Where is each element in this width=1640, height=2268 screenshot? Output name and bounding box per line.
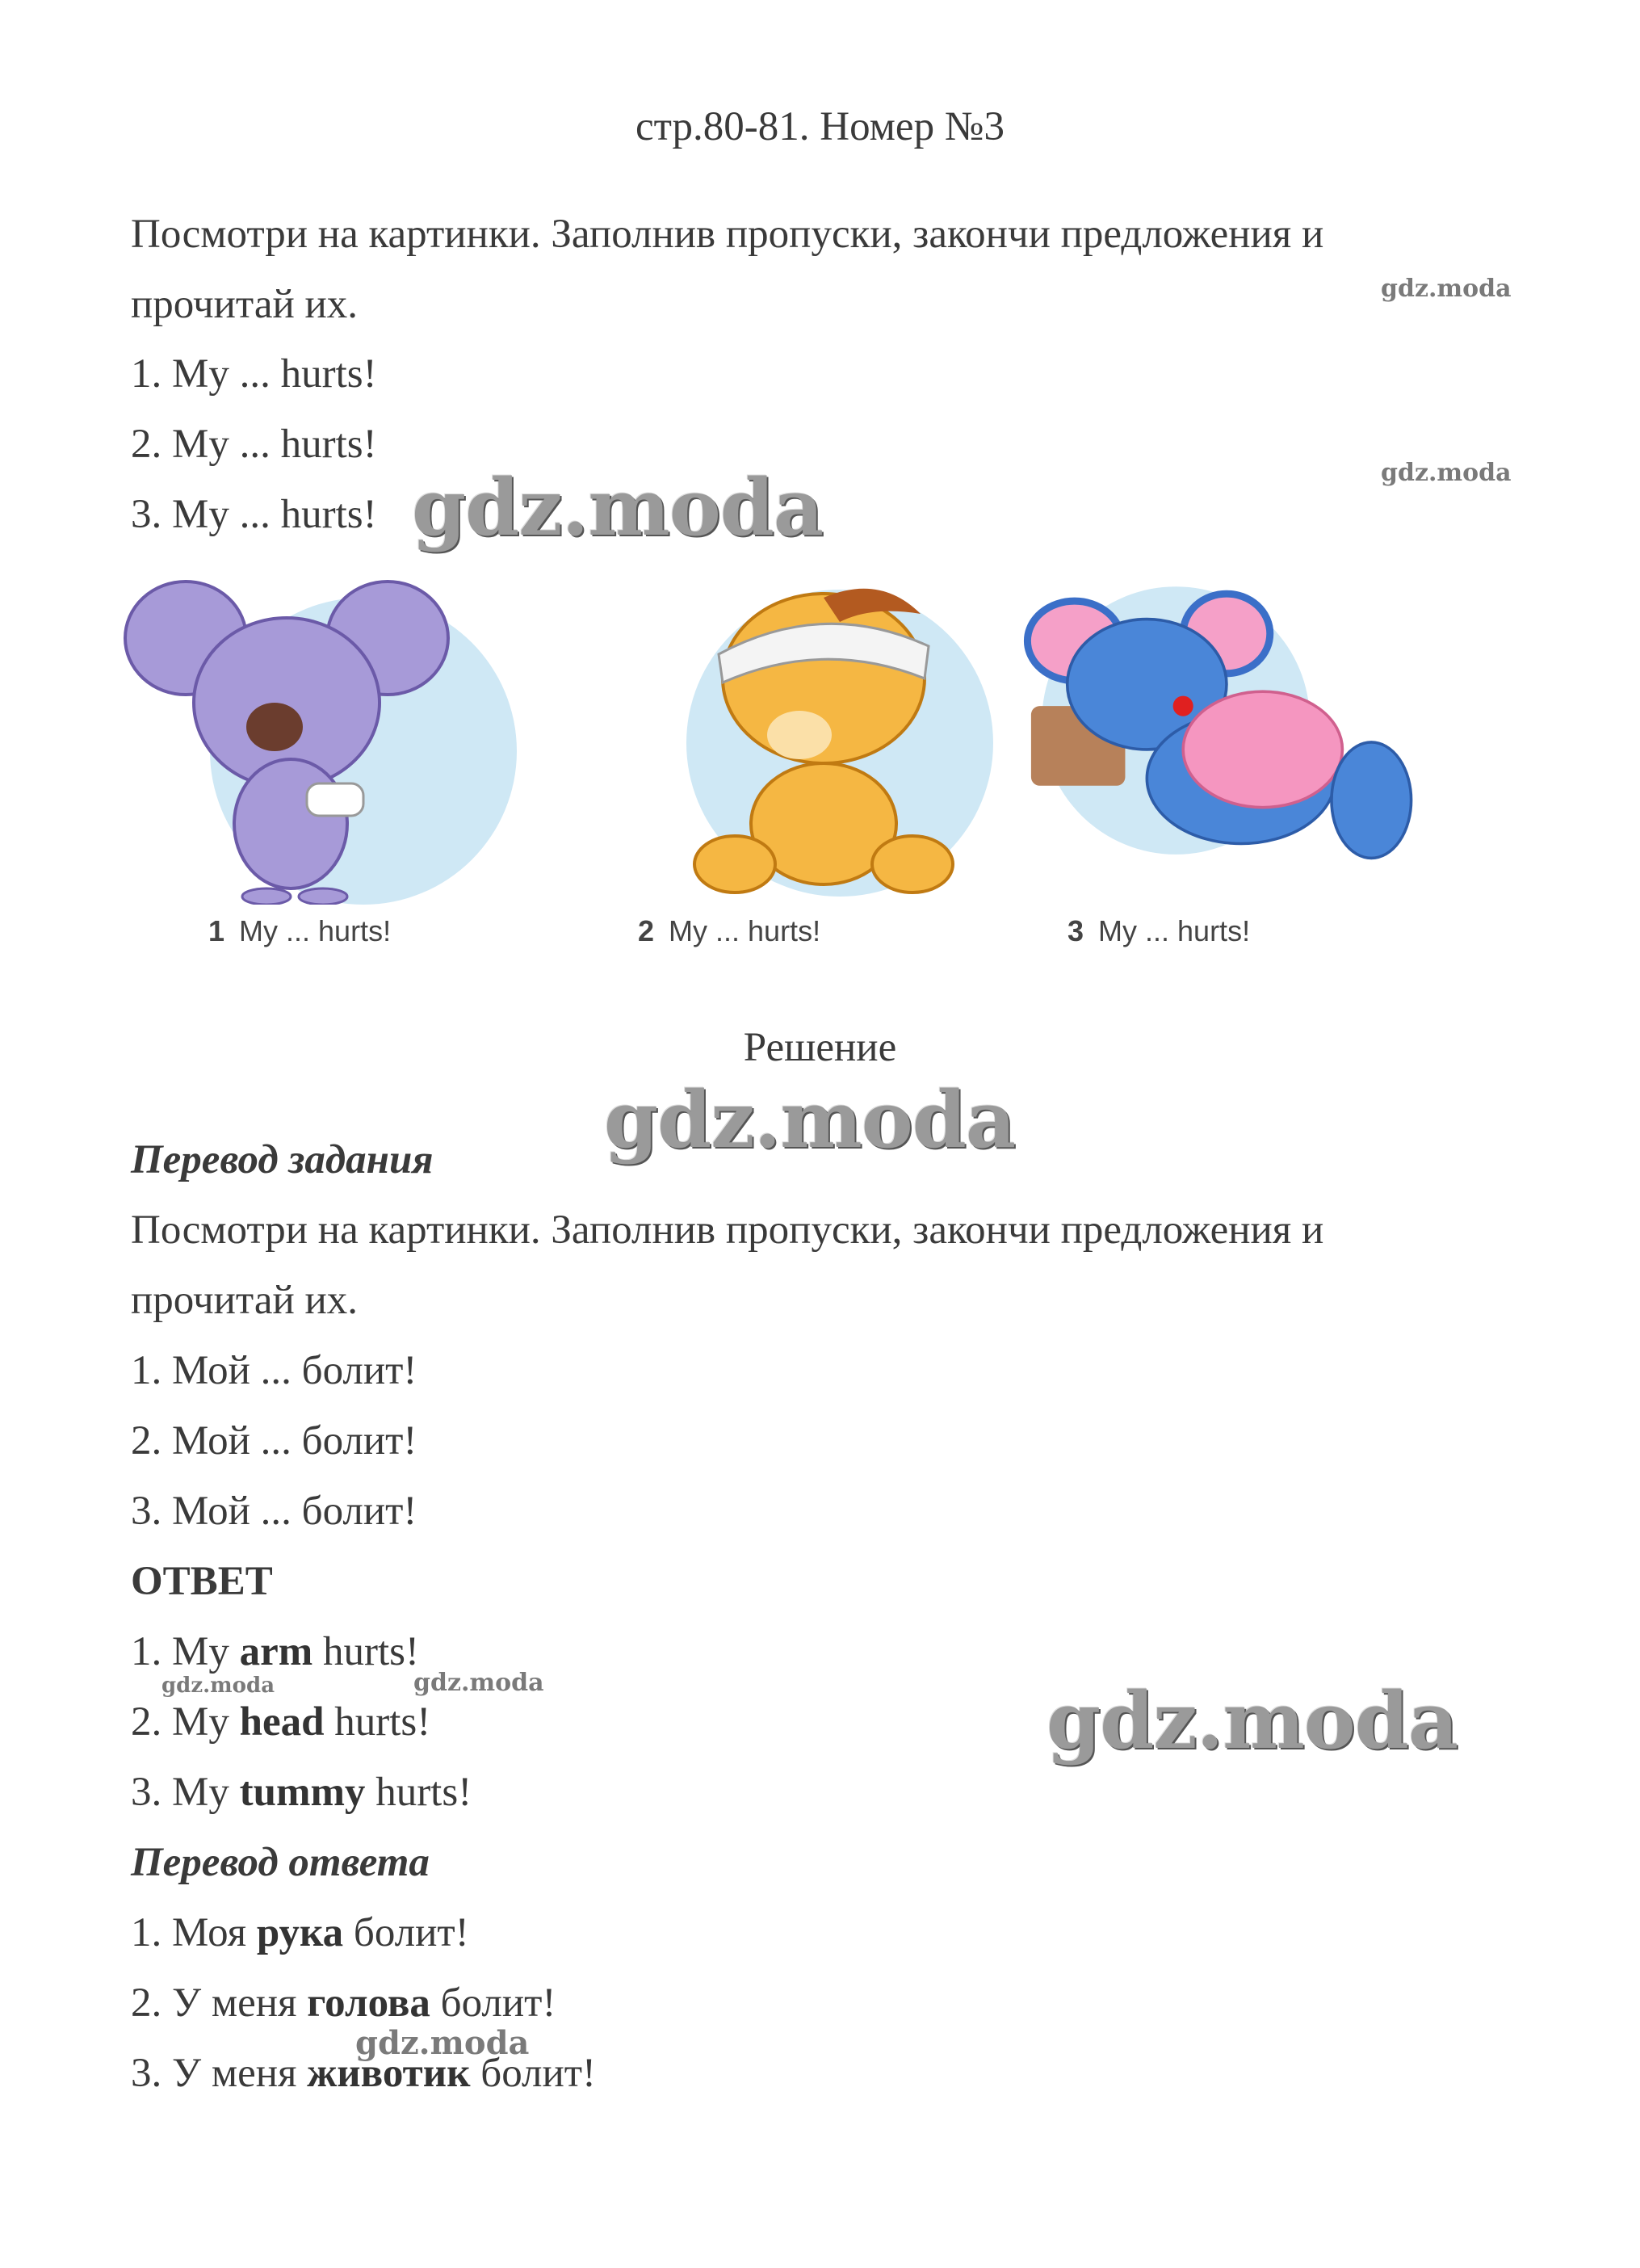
- watermark: gdz.moda: [1381, 459, 1512, 487]
- answer-heading: ОТВЕТ: [131, 1559, 273, 1604]
- watermark: gdz.moda: [161, 1674, 275, 1698]
- solution-heading: Решение: [743, 1025, 897, 1070]
- translation-item-2: 2. Мой ... болит!: [131, 1418, 417, 1464]
- caption-number: 1: [208, 914, 225, 947]
- answer-translation-item-2: 2. У меня голова болит!: [131, 1980, 556, 2026]
- translation-heading: Перевод задания: [131, 1137, 434, 1182]
- translation-item-1: 1. Мой ... болит!: [131, 1348, 417, 1393]
- watermark: gdz.moda: [1046, 1675, 1458, 1766]
- illustration-caption-1: [208, 914, 391, 948]
- answer-item-3: 3. My tummy hurts!: [131, 1770, 472, 1815]
- translation-item-3: 3. Мой ... болит!: [131, 1489, 417, 1534]
- bear-head-bandage-icon: [598, 565, 1017, 905]
- illustration-caption-3: [1067, 914, 1250, 948]
- watermark: gdz.moda: [604, 1074, 1016, 1166]
- koala-arm-bandage-icon: [121, 565, 541, 905]
- caption-text: My ... hurts!: [1098, 914, 1251, 947]
- watermark: gdz.moda: [412, 462, 824, 553]
- answer-translation-item-1: 1. Моя рука болит!: [131, 1910, 469, 1955]
- watermark: gdz.moda: [1381, 275, 1512, 303]
- task-item-2: 2. My ... hurts!: [131, 422, 377, 467]
- caption-text: My ... hurts!: [239, 914, 392, 947]
- caption-number: 3: [1067, 914, 1084, 947]
- task-instruction-line1: Посмотри на картинки. Заполнив пропуски, закончи предложения и: [131, 212, 1324, 257]
- translation-line1: Посмотри на картинки. Заполнив пропуски, закончи предложения и: [131, 1208, 1324, 1253]
- watermark: gdz.moda: [355, 2024, 530, 2062]
- watermark: gdz.moda: [413, 1669, 544, 1697]
- mouse-tummy-balloon-icon: [1009, 565, 1429, 905]
- task-instruction-line2: прочитай их.: [131, 282, 359, 327]
- answer-translation-heading: Перевод ответа: [131, 1840, 430, 1885]
- illustration-caption-2: [638, 914, 820, 948]
- caption-number: 2: [638, 914, 655, 947]
- answer-translation-item-3: 3. У меня животик болит!: [131, 2051, 597, 2096]
- answer-item-1: 1. My arm hurts!: [131, 1629, 419, 1674]
- caption-text: My ... hurts!: [669, 914, 821, 947]
- answer-item-2: 2. My head hurts!: [131, 1699, 431, 1745]
- page-title: стр.80-81. Номер №3: [635, 104, 1005, 149]
- translation-line2: прочитай их.: [131, 1278, 359, 1323]
- task-item-3: 3. My ... hurts!: [131, 492, 377, 537]
- task-item-1: 1. My ... hurts!: [131, 351, 377, 397]
